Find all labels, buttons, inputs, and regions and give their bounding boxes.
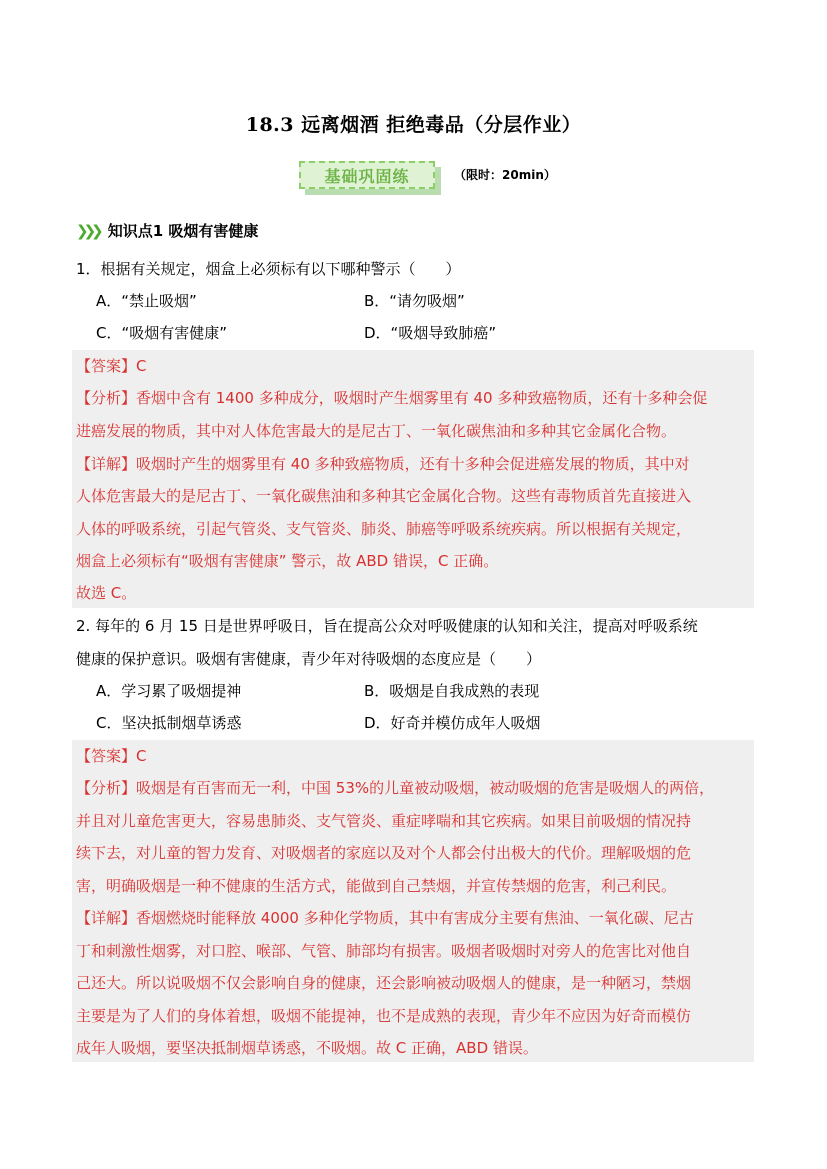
q2-answer: 【答案】C	[76, 747, 147, 765]
q2-analysis-line: 并且对儿童危害更大，容易患肺炎、支气管炎、重症哮喘和其它疾病。如果目前吸烟的情况持	[76, 812, 692, 830]
q2-detail-line: 己还大。所以说吸烟不仅会影响自身的健康，还会影响被动吸烟人的健康，是一种陋习，禁烟	[76, 974, 692, 992]
q1-detail-line: 烟盒上必须标有“吸烟有害健康” 警示，故 ABD 错误，C 正确。	[76, 552, 499, 570]
time-limit: （限时：20min）	[454, 168, 556, 182]
q2-analysis-line: 【分析】吸烟是有百害而无一利，中国 53%的儿童被动吸烟，被动吸烟的危害是吸烟人的两倍，	[76, 779, 715, 797]
q1-analysis-line: 进癌发展的物质，其中对人体危害最大的是尼古丁、一氧化碳焦油和多种其它金属化合物。	[76, 422, 677, 440]
q1-detail-line: 【详解】吸烟时产生的烟雾里有 40 多种致癌物质，还有十多种会促进癌发展的物质，其中对	[76, 455, 690, 473]
q1-detail-line: 人体危害最大的是尼古丁、一氧化碳焦油和多种其它金属化合物。这些有毒物质首先直接进入	[76, 487, 692, 505]
badge-label: 基础巩固练	[299, 161, 435, 189]
q1-option-b: B．“请勿吸烟”	[364, 292, 465, 310]
badge	[296, 157, 442, 195]
q1-answer: 【答案】C	[76, 357, 147, 375]
q2-stem-line: 2. 每年的 6 月 15 日是世界呼吸日，旨在提高公众对呼吸健康的认知和关注，提高对呼吸系统	[76, 617, 698, 635]
q1-analysis-line: 【分析】香烟中含有 1400 多种成分，吸烟时产生烟雾里有 40 多种致癌物质，还有十多种会促	[76, 389, 708, 407]
q1-answer-block	[72, 350, 754, 608]
section-heading	[76, 220, 258, 241]
q1-stem: 1．根据有关规定，烟盒上必须标有以下哪种警示（ ）	[76, 260, 461, 278]
q2-option-a: A．学习累了吸烟提神	[96, 682, 242, 700]
q2-analysis-line: 害，明确吸烟是一种不健康的生活方式，能做到自己禁烟，并宣传禁烟的危害，利己利民。	[76, 877, 677, 895]
q2-option-d: D．好奇并模仿成年人吸烟	[364, 714, 541, 732]
section-title: 知识点1 吸烟有害健康	[107, 222, 259, 240]
q1-detail-line: 人体的呼吸系统，引起气管炎、支气管炎、肺炎、肺癌等呼吸系统疾病。所以根据有关规定，	[76, 520, 692, 538]
double-chevron-right-icon: ❯❯❯	[76, 221, 99, 240]
q2-detail-line: 【详解】香烟燃烧时能释放 4000 多种化学物质，其中有害成分主要有焦油、一氧化碳、尼古	[76, 909, 694, 927]
q2-detail-line: 丁和刺激性烟雾，对口腔、喉部、气管、肺部均有损害。吸烟者吸烟时对旁人的危害比对他自	[76, 942, 692, 960]
q2-answer-block	[72, 740, 754, 1062]
q2-stem-line: 健康的保护意识。吸烟有害健康，青少年对待吸烟的态度应是（ ）	[76, 650, 542, 668]
q1-option-c: C．“吸烟有害健康”	[96, 324, 228, 342]
q1-option-a: A．“禁止吸烟”	[96, 292, 197, 310]
q2-detail-line: 主要是为了人们的身体着想，吸烟不能提神，也不是成熟的表现，青少年不应因为好奇而模仿	[76, 1007, 692, 1025]
q1-option-d: D．“吸烟导致肺癌”	[364, 324, 497, 342]
q2-option-b: B．吸烟是自我成熟的表现	[364, 682, 540, 700]
q2-analysis-line: 续下去，对儿童的智力发育、对吸烟者的家庭以及对个人都会付出极大的代价。理解吸烟的危	[76, 844, 692, 862]
q2-option-c: C．坚决抵制烟草诱惑	[96, 714, 242, 732]
page-title: 18.3 远离烟酒 拒绝毒品（分层作业）	[245, 114, 582, 136]
q2-detail-line: 成年人吸烟，要坚决抵制烟草诱惑，不吸烟。故 C 正确，ABD 错误。	[76, 1039, 538, 1057]
q1-conclusion: 故选 C。	[76, 584, 137, 602]
